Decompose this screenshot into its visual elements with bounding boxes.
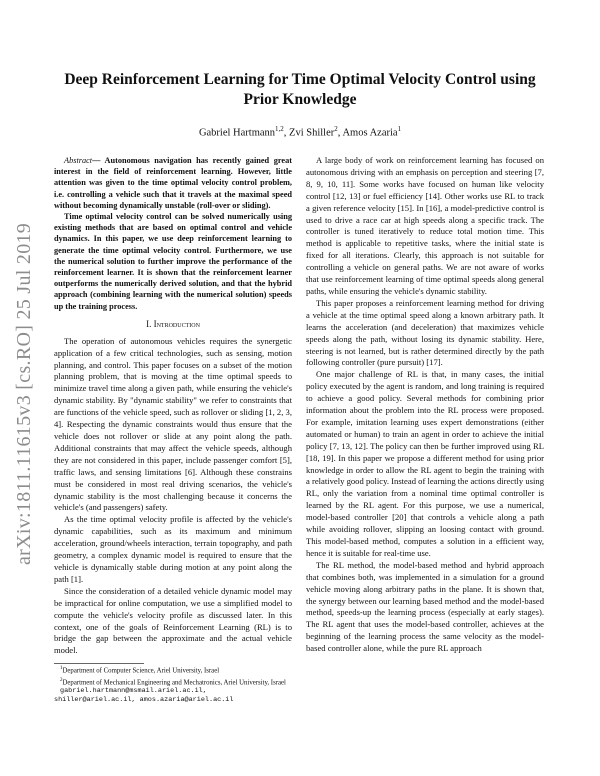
section-heading: I. Introduction <box>146 318 200 329</box>
body-paragraph: Since the consideration of a detailed vehicle dynamic model may be impractical for online computation, we use a simplified model to compute the vehicle's velocity profile as discussed later. In this context, one of the goals of Reinforcement Learning (RL) is to bridge the gap between the approximate and the actual vehicle model. <box>54 585 292 656</box>
author-affiliation-mark: 1,2 <box>275 125 284 133</box>
author-affiliation-mark: 1 <box>397 125 402 133</box>
body-paragraph: As the time optimal velocity profile is affected by the vehicle's dynamic capabilities, such as its maximum and minimum acceleration, ground/wheels interaction, terrain topography, and path geometry, a complex dynamic model is required to ensure that the vehicle is dynamically stable during motion at any point along the path [1]. <box>54 514 292 584</box>
author-list: Gabriel Hartmann$^{1,2}$, Zvi Shiller$^2$, Amos Azaria$^1$ <box>198 125 402 139</box>
author-name: Zvi Shiller <box>289 127 335 139</box>
paper-title: Deep Reinforcement Learning for Time Optimal Velocity Control using Prior Knowledge <box>64 71 536 108</box>
body-paragraph: This paper proposes a reinforcement learning method for driving a vehicle at the time optimal speed along a known arbitrary path. It learns the acceleration (and deceleration) that maximizes vehicle speeds along the path, without losing its dynamic stability. Here, steering is not learned, but is rather determined directly by the path following controller (pure pursuit) [17]. <box>306 297 544 368</box>
body-paragraph: A large body of work on reinforcement learning has focused on autonomous driving with an emphasis on perception and steering [7, 8, 9, 10, 11]. Some works have focused on human like velocity control [12, 13] or fuel efficiency [14]. Other works use RL to track a given reference velocity [15]. In [16], a model-predictive control is used to drive a race car at high speeds along a specific track. The controller is tuned iteratively to reduce total motion time. This method is applicable to repetitive tasks, where the initial state is fixed for all iterations. Clearly, this approach is not suitable for controlling a vehicle on general paths. We are not aware of works that use reinforcement learning of time optimal speeds along general paths, while ensuring the vehicle's dynamic stability. <box>306 155 544 296</box>
author-emails: gabriel.hartmann@msmail.ariel.ac.il, <box>60 686 207 695</box>
author-affiliation-mark: 2 <box>334 125 338 133</box>
footnote: $^1$Department of Computer Science, Ariel University, Israel <box>60 666 220 675</box>
author-emails: shiller@ariel.ac.il, amos.azaria@ariel.ac.il <box>54 696 234 705</box>
body-paragraph: The operation of autonomous vehicles requires the synergetic application of a few critical technologies, such as sensing, motion planning, and control. This paper focuses on a subset of the motion planning problem, that is moving at the time optimal speeds to minimize travel time along a given path, while ensuring the vehicle's dynamic stability. By "dynamic stability" we refer to constraints that are functions of the vehicle speed, such as rollover or sliding [1, 2, 3, 4]. Respecting the dynamic constraints would thus ensure that the vehicle does not rollover or slide at any point along the path. Additional constraints that may affect the vehicle speeds, although they are not considered in this paper, include passenger comfort [5], traffic laws, and sensing limitations [6]. Although these constrains must be considered in most real driving scenarios, the vehicle's dynamic stability is the most challenging because it concerns the vehicle's (and passengers) safety. <box>54 335 292 513</box>
abstract-paragraph: Time optimal velocity control can be solved numerically using existing methods that are based on optimal control and vehicle dynamics. In this paper, we use deep reinforcement learning to generate the time optimal velocity control. Furthermore, we use the numerical solution to further improve the performance of the reinforcement learner. It is shown that the reinforcement learner outperforms the numerically derived solution, and that the hybrid approach (combining learning with the numerical solution) speeds up the training process. <box>54 212 292 311</box>
body-paragraph: The RL method, the model-based method and hybrid approach that combines both, was implemented in a simulation for a ground vehicle moving along arbitrary paths in the plane. It is shown that, the synergy between our learning based method and the model-based method, speeds-up the learning process (especially at early stages). The RL agent that uses the model-based controller, achieves at the beginning of the learning process the same velocity as the model-based controller alone, while the pure RL approach <box>306 559 544 654</box>
arxiv-identifier: arXiv:1811.11615v3 [cs.RO] 25 Jul 2019 <box>13 222 35 565</box>
abstract-paragraph: Abstract— Autonomous navigation has recently gained great interest in the field of reinforcement learning. However, little attention was given to the time optimal velocity control problem, i.e. controlling a vehicle such that it travels at the maximal speed without becoming dynamically unstable (roll-over or sliding). <box>54 156 292 210</box>
abstract-label: Abstract <box>64 156 93 165</box>
author-name: Gabriel Hartmann <box>198 127 276 139</box>
body-paragraph: One major challenge of RL is that, in many cases, the initial policy executed by the agent is random, and long training is required to achieve a good policy. Several methods for combining prior information about the problem into the RL process were proposed. For example, imitation learning uses expert demonstrations (either automated or human) to train an agent in order to achieve the initial policy [7, 13, 12]. The policy can then be further improved using RL [18, 19]. In this paper we propose a different method for using prior knowledge in order to allow the RL agent to begin the training with a relatively good policy. Instead of learning the actions directly using RL, only the variation from a nominal time optimal controller is learned by the RL agent. For this purpose, we use a numerical, model-based controller [20] that controls a vehicle along a path while avoiding rollover, slipping an loosing contact with ground. This model-based method, computes a solution in a efficient way, hence it is suitable for real-time use. <box>306 369 544 558</box>
footnote: $^2$Department of Mechanical Engineering and Mechatronics, Ariel University, Israel <box>60 677 286 686</box>
right-column <box>306 155 544 655</box>
abstract <box>54 155 292 312</box>
footnotes <box>54 664 292 705</box>
author-name: Amos Azaria <box>342 127 398 139</box>
left-column <box>54 155 292 705</box>
